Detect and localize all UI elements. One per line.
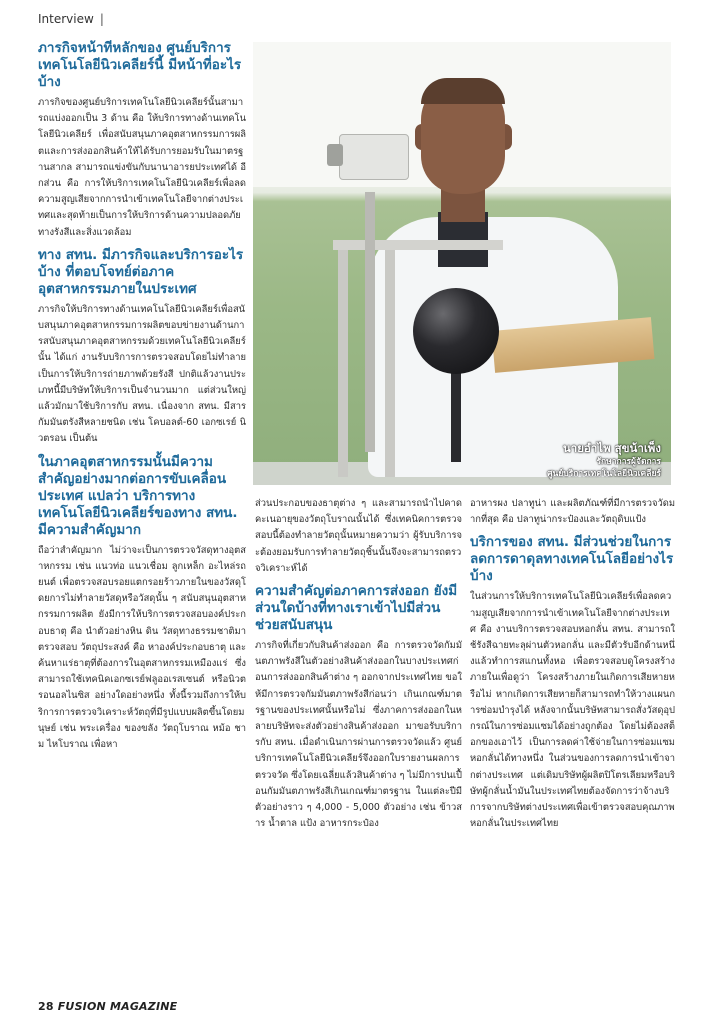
heading-mission: ภารกิจหน้าที่หลักของ ศูนย์บริการเทคโนโลยีนิวเคลียร์นี้ มีหน้าที่อะไรบ้าง: [38, 40, 242, 90]
paragraph-element-analysis: ส่วนประกอบของธาตุต่าง ๆ และสามารถนำไปคาดคะเนอายุของวัตถุโบราณนั้นได้ ซึ่งเทคนิคการตรวจสอบนี้ต้องทำลายวัตถุนั้นหมายความว่า ผู้รับบริการจะต้องยอมรับการทำลายวัตถุชิ้นนั้นจึงจะสามารถตรวจวิเคราะห์ได้: [255, 498, 462, 574]
caption-role-org: ศูนย์บริการเทคโนโลยีนิวเคลียร์: [547, 469, 661, 479]
column-left: [38, 40, 246, 995]
detector-stem: [451, 372, 461, 462]
heading-industry-importance: ในภาคอุตสาหกรรมนั้นมีความสำคัญอย่างมากต่อการขับเคลื่อนประเทศ แปลว่า บริการทางเทคโนโลยีนิวเคลียร์ของทาง สทน. มีความสำคัญมาก: [38, 453, 238, 538]
page-header: [38, 12, 104, 26]
paragraph-export: ภารกิจที่เกี่ยวกับสินค้าส่งออก คือ การตรวจวัดกัมมันตภาพรังสีในตัวอย่างสินค้าส่งออกในบางประเทศก่อนการส่งออกสินค้าต่าง ๆ ออกจากประเทศไทย ขอให้มีการตรวจกัมมันตภาพรังสีก่อนว่า เกินเกณฑ์มาตรฐานของประเทศนั้นหรือไม่ ซึ่งภาคการส่งออกในหลายบริษัทจะส่งตัวอย่างสินค้าส่งออก มาขอรับบริการกับ สทน. เมื่อดำเนินการผ่านการตรวจวัดแล้ว ศูนย์บริการเทคโนโลยีนิวเคลียร์จึงออกใบรายงานผลการตรวจวัด ซึ่งโดยเฉลี่ยแล้วสินค้าต่าง ๆ ไม่มีการปนเปื้อนกัมมันตภาพรังสีเกินเกณฑ์มาตรฐาน ในแต่ละปีมีตัวอย่างราว ๆ 4,000 - 5,000 ตัวอย่าง เช่น ข้าวสาร น้ำตาล แป้ง อาหารกระป๋อง: [255, 640, 462, 830]
heading-services: ทาง สทน. มีภารกิจและบริการอะไรบ้าง ที่ตอบโจทย์ต่อภาคอุตสาหกรรมภายในประเทศ: [38, 246, 244, 297]
hair: [421, 78, 505, 104]
caption-role-title: รักษาการผู้จัดการ: [596, 457, 661, 467]
caption-name: นายอำไพ สุขน้าเพ็ง: [562, 441, 661, 455]
section-label: Interview: [38, 12, 94, 26]
camera-device: [339, 134, 409, 180]
header-separator: |: [99, 12, 104, 26]
heading-export: ความสำคัญต่อภาคการส่งออก ยังมีส่วนใดบ้างที่ทางเราเข้าไปมีส่วนช่วยสนับสนุน: [255, 583, 458, 634]
black-sphere-detector: [413, 288, 499, 374]
equipment-rack-bar: [333, 240, 503, 250]
magazine-name: FUSION MAGAZINE: [57, 1000, 178, 1013]
column-middle: [255, 496, 462, 996]
paragraph-services: ภารกิจให้บริการทางด้านเทคโนโลยีนิวเคลียร์เพื่อสนับสนุนภาคอุตสาหกรรมการผลิตขอบข่ายงานด้านการสนับสนุนภาคอุตสาหกรรมด้วยเทคโนโลยีนิวเคลียร์นั้น ได้แก่ งานรับบริการการตรวจสอบโดยไม่ทำลาย เป็นการให้บริการถ่ายภาพด้วยรังสี ปกติแล้วงานประเภทนี้มีบริษัทให้บริการเป็นจำนวนมาก แต่ส่วนใหญ่แล้วมักมาใช้บริการกับ สทน. เนื่องจาก สทน. มีสารกัมมันตรังสีหลายชนิด เช่น โคบอลต์-60 เอกซเรย์ นิวตรอน เป็นต้น: [38, 303, 246, 445]
paragraph-mission: ภารกิจของศูนย์บริการเทคโนโลยีนิวเคลียร์นั้นสามารถแบ่งออกเป็น 3 ด้าน คือ ให้บริการทางด้านเทคโนโลยีนิวเคลียร์ เพื่อสนับสนุนภาคอุตสาหกรรมการผลิตและการส่งออกสินค้าให้ได้รับการยอมรับในมาตรฐานสากล สามารถแข่งขันกับนานาอารยประเทศได้ อีกส่วน คือ การให้บริการเทคโนโลยีนิวเคลียร์เพื่อลดความสูญเสียจากการนำเข้าเทคโนโลยีจากต่างประเทศและสุดท้ายเป็นการให้บริการด้านความปลอดภัยทางรังสีและสิ่งแวดล้อม: [38, 97, 246, 238]
equipment-rack-left: [338, 247, 348, 477]
equipment-rack-right: [385, 247, 395, 477]
paragraph-tech-balance: ในส่วนการให้บริการเทคโนโลยีนิวเคลียร์เพื่อลดความสูญเสียจากการนำเข้าเทคโนโลยีจากต่างประเทศ คือ งานบริการตรวจสอบหอกลั่น สทน. สามารถใช้รังสีฉายทะลุผ่านตัวหอกลั่น และมีตัวรับอีกด้านหนึ่งแล้วทำการสแกนทั้งหอ เพื่อตรวจสอบดูโครงสร้างภายในเพื่อดูว่า โครงสร้างภายในเกิดการเสียหายหรือไม่ หากเกิดการเสียหายก็สามารถทำให้วางแผนการซ่อมบำรุงได้ หลังจากนั้นบริษัทสามารถสั่งวัสดุอุปกรณ์ในการซ่อมแซมได้อย่างถูกต้อง โดยไม่ต้องสต็อกของเอาไว้ เป็นการลดค่าใช้จ่ายในการซ่อมแซมหอกลั่นได้ทางหนึ่ง ในส่วนของการลดการนำเข้าจากต่างประเทศ แต่เดิมบริษัทผู้ผลิตปิโตรเลียมหรือบริษัทผู้กลั่นน้ำมันในประเทศไทยต้องจัดการว่าจ้างบริการจากบริษัทต่างประเทศเพื่อเข้าตรวจสอบคุณภาพหอกลั่นในประเทศไทย: [470, 591, 675, 830]
page-footer: [38, 1000, 177, 1013]
paragraph-products: อาหารผง ปลาทูน่า และผลิตภัณฑ์ที่มีการตรวจวัดมากที่สุด คือ ปลาทูน่ากระป๋องและวัตถุดิบแป้ง: [470, 498, 675, 526]
camera-lens: [327, 144, 343, 166]
interview-photo: [253, 42, 671, 485]
camera-stand: [365, 192, 375, 452]
photo-caption: [547, 440, 661, 480]
page-number: 28: [38, 1000, 54, 1013]
paragraph-industry-importance: ถือว่าสำคัญมาก ไม่ว่าจะเป็นการตรวจวัสดุทางอุตสาหกรรม เช่น แนวท่อ แนวเชื่อม ลูกเหล็ก อะไหล่รถยนต์ เพื่อตรวจสอบรอยแตกรอยร้าวภายในของวัสดุโดยการไม่ทำลายวัสดุหรือวัสดุนั้น ๆ สนับสนุนอุตสาหกรรมการผลิต ยังมีการให้บริการตรวจสอบองค์ประกอบธาตุ คือ นำตัวอย่างหิน ดิน วัสดุทางธรรมชาติมาตรวจสอบ วัตถุประสงค์ คือ หาองค์ประกอบธาตุ และค้นหาแร่ธาตุที่ต้องการในอุตสาหกรรมเหมืองแร่ ซึ่งสามารถใช้เทคนิคเอกซเรย์ฟลูออเรสเซนต์ หรือนิวตรอนอลไนซิส อย่างใดอย่างหนึ่ง ทั้งนี้รวมถึงการให้บริการการตรวจวิเคราะห์วัตถุที่มีรูปแบบผลิตขึ้นโดยมนุษย์ เช่น พระเครื่อง ของขลัง วัตถุโบราณ หม้อ ชาม ไหโบราณ เพื่อหา: [38, 544, 246, 751]
column-right: [470, 496, 675, 996]
heading-tech-balance: บริการของ สทน. มีส่วนช่วยในการลดการดาดุลทางเทคโนโลยีอย่างไรบ้าง: [470, 534, 674, 585]
